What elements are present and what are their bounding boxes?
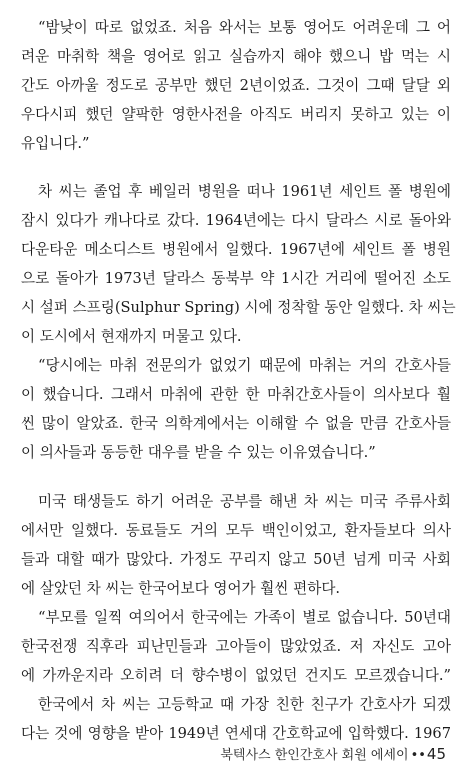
- text-line: 에 살았던 차 씨는 한국어보다 영어가 훨씬 편하다.: [21, 580, 341, 597]
- text-line: 들과 대할 때가 많았다. 가정도 꾸리지 않고 50년 넘게 미국 사회: [21, 551, 451, 568]
- text-line: “부모를 일찍 여의어서 한국에는 가족이 별로 없습니다. 50년대: [38, 609, 451, 626]
- text-line: “밤낮이 따로 없었죠. 처음 와서는 보통 영어도 어려운데 그 어: [38, 19, 451, 36]
- text-line: 한국에서 차 씨는 고등학교 때 가장 친한 친구가 간호사가 되겠: [38, 696, 451, 713]
- text-line: 에서만 일했다. 동료들도 거의 모두 백인이었고, 환자들보다 의사: [21, 522, 451, 539]
- text-line: 차 씨는 졸업 후 베일러 병원을 떠나 1961년 세인트 폴 병원에: [38, 183, 451, 200]
- text-line: 이 의사들과 동등한 대우를 받을 수 있는 이유였습니다.”: [21, 444, 376, 461]
- text-line: 이 도시에서 현재까지 머물고 있다.: [21, 328, 242, 345]
- text-line: 으로 돌아가 1973년 달라스 동북부 약 1시간 거리에 떨어진 소도: [21, 270, 451, 287]
- text-line: 유입니다.”: [21, 135, 90, 152]
- text-line: 다는 것에 영향을 받아 1949년 연세대 간호학교에 입학했다. 1967: [21, 725, 451, 742]
- text-line: 잠시 있다가 캐나다로 갔다. 1964년에는 다시 달라스 시로 돌아와: [21, 212, 451, 229]
- text-line: “당시에는 마취 전문의가 없었기 때문에 마취는 거의 간호사들: [38, 357, 451, 374]
- footer-title: 북텍사스 한인간호사 회원 에세이: [220, 748, 409, 763]
- text-line: 시 설퍼 스프링(Sulphur Spring) 시에 정착할 동안 일했다. 차 씨는: [21, 299, 456, 316]
- text-line: 한국전쟁 직후라 피난민들과 고아들이 많았었죠. 저 자신도 고아: [21, 638, 451, 655]
- text-line: 우다시피 했던 얄팍한 영한사전을 아직도 버리지 못하고 있는 이: [21, 106, 451, 123]
- text-line: 씬 많이 알았죠. 한국 의학계에서는 이해할 수 없을 만큼 간호사들: [21, 415, 451, 432]
- text-line: 려운 마취학 책을 영어로 읽고 실습까지 해야 했으니 밥 먹는 시: [21, 48, 451, 65]
- text-line: 에 가까운지라 오히려 더 향수병이 없었던 건지도 모르겠습니다.”: [21, 667, 451, 684]
- text-line: 간도 아까울 정도로 공부만 했던 2년이었죠. 그것이 그때 달달 외: [21, 77, 451, 94]
- text-line: 다운타운 메소디스트 병원에서 일했다. 1967년에 세인트 폴 병원: [21, 241, 451, 258]
- text-line: 이 했습니다. 그래서 마취에 관한 한 마취간호사들이 의사보다 훨: [21, 386, 451, 403]
- text-line: 미국 태생들도 하기 어려운 공부를 해낸 차 씨는 미국 주류사회: [38, 493, 451, 510]
- page-number: 45: [426, 745, 446, 763]
- page-footer: [220, 745, 446, 765]
- footer-separator: ••: [410, 748, 426, 763]
